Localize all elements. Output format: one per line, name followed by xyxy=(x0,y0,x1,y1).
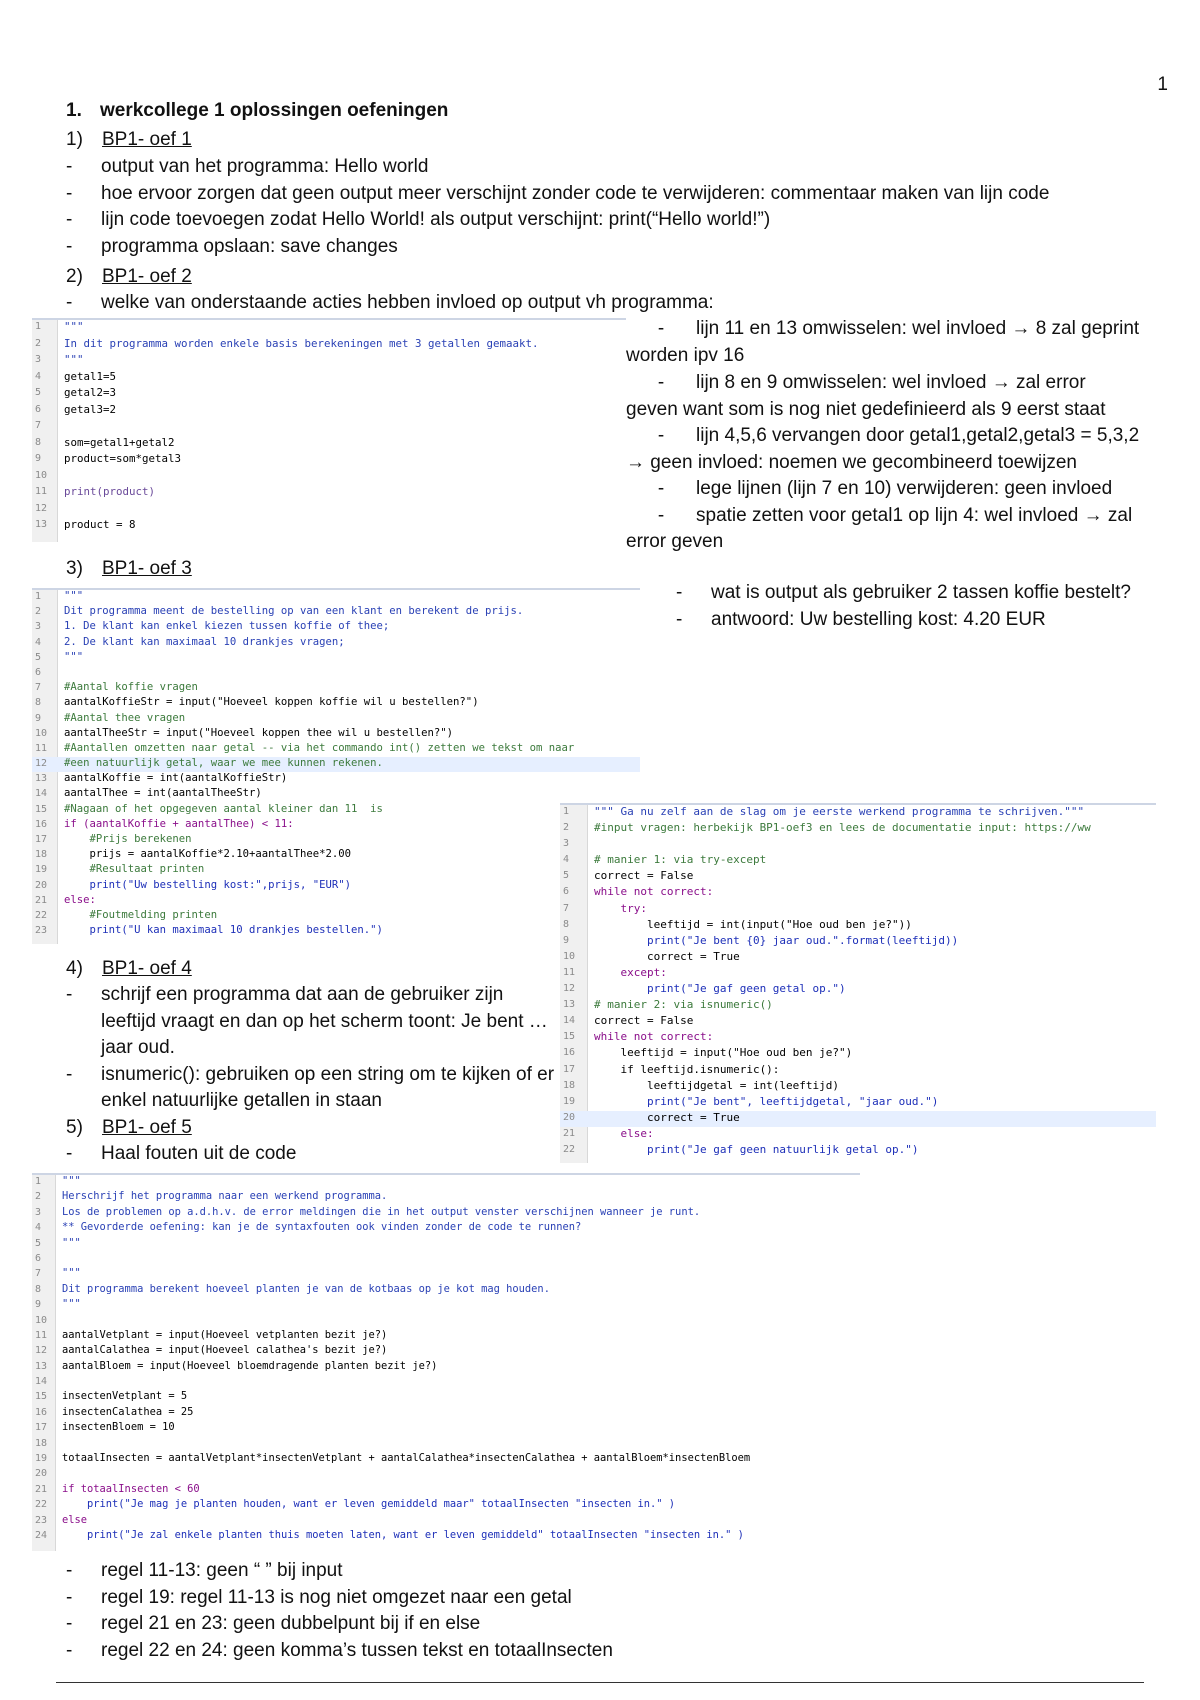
code-line-text: Herschrijf het programma naar een werkend programma. xyxy=(62,1190,388,1203)
code-line-number: 14 xyxy=(563,1015,576,1027)
code-line xyxy=(32,370,626,387)
code-line-number: 6 xyxy=(35,403,42,415)
code-line-number: 11 xyxy=(35,486,48,497)
code-line-number: 8 xyxy=(35,436,42,448)
code-line xyxy=(32,590,640,605)
section-1-title: 1) BP1- oef 1 xyxy=(66,129,192,150)
list-item: - wat is output als gebruiker 2 tassen koffie bestelt? xyxy=(674,580,1174,607)
code-line-text: insectenBloem = 10 xyxy=(62,1421,175,1434)
list-item: - lijn code toevoegen zodat Hello World! als output verschijnt: print(“Hello world!”) xyxy=(64,207,1164,234)
code-line-number: 18 xyxy=(35,849,48,861)
code-line xyxy=(32,879,640,894)
code-line-text: aantalKoffieStr = input("Hoeveel koppen koffie wil u bestellen?") xyxy=(64,696,479,709)
code-line-number: 7 xyxy=(35,420,42,431)
code-line-number: 7 xyxy=(35,1268,42,1280)
code-line xyxy=(560,1111,1156,1127)
code-line-number: 12 xyxy=(563,983,576,995)
code-line-number: 23 xyxy=(35,1514,48,1526)
code-line-number: 24 xyxy=(35,1529,48,1541)
code-line-text: print("Je mag je planten houden, want er leven gemiddeld maar" totaalInsecten "insecten in." ) xyxy=(62,1498,676,1511)
code-line-text: # manier 2: via isnumeric() xyxy=(594,998,773,1012)
code-line xyxy=(32,1406,860,1421)
code-line-text: """ xyxy=(64,590,84,602)
code-panel-oef5 xyxy=(32,1173,860,1551)
code-line-text: prijs = aantalKoffie*2.10+aantalThee*2.00 xyxy=(64,848,352,861)
code-line xyxy=(32,1529,860,1544)
list-item: - regel 21 en 23: geen dubbelpunt bij if en else xyxy=(64,1611,1064,1638)
section-5-title: 5) BP1- oef 5 xyxy=(66,1117,192,1138)
code-line-text: #Resultaat printen xyxy=(64,863,205,876)
code-line-text: print(product) xyxy=(64,485,156,498)
code-line-text: #input vragen: herbekijk BP1-oef3 en lees de documentatie input: https://ww xyxy=(594,821,1091,835)
list-item: - Haal fouten uit de code xyxy=(64,1141,544,1168)
code-line xyxy=(32,1314,860,1329)
code-line xyxy=(32,1267,860,1282)
code-line xyxy=(32,636,640,651)
heading-text: werkcollege 1 oplossingen oefeningen xyxy=(100,100,449,121)
answer-continuation: geven want som is nog niet gedefinieerd als 9 eerst staat xyxy=(626,398,1106,420)
code-line-number: 6 xyxy=(35,1252,42,1264)
code-line xyxy=(32,848,640,866)
code-line xyxy=(32,924,640,939)
code-line-number: 17 xyxy=(35,1422,48,1434)
code-line-text: if leeftijd.isnumeric(): xyxy=(594,1062,780,1076)
answer-item: - spatie zetten voor getal1 op lijn 4: wel invloed → zal xyxy=(657,504,1133,526)
code-line xyxy=(560,1046,1156,1062)
section-3-bullets xyxy=(674,580,1174,633)
code-line xyxy=(560,1063,1156,1079)
code-line-text: leeftijd = input("Hoe oud ben je?") xyxy=(594,1046,853,1060)
answer-item: - lijn 11 en 13 omwisselen: wel invloed → 8 zal geprint xyxy=(657,318,1140,339)
code-line-number: 17 xyxy=(35,834,48,845)
code-line-text: In dit programma worden enkele basis berekeningen met 3 getallen gemaakt. xyxy=(64,336,539,350)
code-line-text: else: xyxy=(594,1126,654,1140)
code-line xyxy=(560,1030,1156,1046)
footer-divider xyxy=(56,1682,1144,1683)
code-line xyxy=(32,894,640,909)
code-line-number: 13 xyxy=(35,1360,48,1372)
section-3-title: 3) BP1- oef 3 xyxy=(66,558,192,579)
code-line xyxy=(560,1079,1156,1095)
code-line-text: if totaalInsecten < 60 xyxy=(62,1482,200,1495)
section-5-fixes xyxy=(64,1558,1064,1664)
code-line-number: 13 xyxy=(563,999,576,1011)
code-line-text: correct = False xyxy=(594,869,694,883)
code-line-text: totaalInsecten = aantalVetplant*insectenVetplant + aantalCalathea*insectenCalathea + aantalBloem*insectenBloem xyxy=(62,1452,751,1465)
code-line-number: 12 xyxy=(35,758,48,770)
code-line-number: 2 xyxy=(35,337,42,349)
section-4-bullets xyxy=(64,982,562,1115)
code-line-text: else: xyxy=(64,893,96,906)
code-line-number: 20 xyxy=(35,1468,48,1480)
code-line xyxy=(32,757,640,772)
code-line-number: 16 xyxy=(563,1047,576,1059)
code-line-number: 4 xyxy=(35,636,42,648)
code-line xyxy=(560,918,1156,934)
code-line-number: 8 xyxy=(563,918,570,930)
code-line-text: print("Je gaf geen natuurlijk getal op.") xyxy=(594,1142,919,1156)
code-line xyxy=(32,1514,860,1529)
code-line-text: #een natuurlijk getal, waar we mee kunnen rekenen. xyxy=(64,757,383,770)
code-line xyxy=(32,353,626,370)
code-line-number: 10 xyxy=(563,950,576,962)
code-line-number: 15 xyxy=(563,1031,576,1043)
code-line-text: print("Uw bestelling kost:",prijs, "EUR") xyxy=(64,878,352,891)
code-line xyxy=(32,419,626,436)
code-line-number: 22 xyxy=(35,909,48,921)
code-line xyxy=(560,853,1156,869)
code-line-number: 16 xyxy=(35,1406,48,1418)
code-line xyxy=(32,403,626,420)
code-line-number: 12 xyxy=(35,502,48,514)
code-line xyxy=(560,1095,1156,1111)
code-line-number: 21 xyxy=(563,1127,576,1139)
code-line xyxy=(32,518,626,535)
code-line xyxy=(32,1190,860,1205)
code-line xyxy=(32,502,626,519)
code-line-text: while not correct: xyxy=(594,885,714,899)
code-line-number: 20 xyxy=(563,1111,576,1123)
code-line-text: aantalTheeStr = input("Hoeveel koppen thee wil u bestellen?") xyxy=(64,726,454,739)
code-line-text: aantalKoffie = int(aantalKoffieStr) xyxy=(64,772,288,785)
code-line xyxy=(560,837,1156,853)
code-line-number: 3 xyxy=(563,838,570,850)
code-line-number: 3 xyxy=(35,1206,42,1218)
code-line xyxy=(32,818,640,833)
code-line-number: 7 xyxy=(35,682,42,694)
code-line xyxy=(32,787,640,802)
code-line-number: 12 xyxy=(35,1345,48,1357)
code-line xyxy=(32,386,626,403)
code-line xyxy=(560,966,1156,982)
section-4-title: 4) BP1- oef 4 xyxy=(66,958,192,979)
code-line-number: 15 xyxy=(35,803,48,815)
code-line-text: """ Ga nu zelf aan de slag om je eerste werkend programma te schrijven.""" xyxy=(594,805,1085,818)
list-item: - programma opslaan: save changes xyxy=(64,234,1164,261)
code-line-number: 18 xyxy=(563,1079,576,1091)
code-line-number: 18 xyxy=(35,1437,48,1449)
code-line xyxy=(32,485,626,502)
code-line xyxy=(32,772,640,787)
code-line-number: 2 xyxy=(35,1191,42,1203)
code-line-text: #Prijs berekenen xyxy=(64,833,192,845)
code-line xyxy=(560,1127,1156,1143)
code-line-text: try: xyxy=(594,901,647,915)
code-line-text: Los de problemen op a.d.h.v. de error meldingen die in het output venster verschijnen wanneer je runt. xyxy=(62,1205,701,1218)
code-line-number: 21 xyxy=(35,1483,48,1495)
code-line-number: 19 xyxy=(563,1095,576,1107)
code-line-number: 2 xyxy=(35,606,42,618)
code-line-text: correct = False xyxy=(594,1014,694,1028)
code-line-number: 4 xyxy=(35,1222,42,1234)
code-line-number: 2 xyxy=(563,822,570,834)
code-line xyxy=(32,666,640,681)
section-2-title: 2) BP1- oef 2 xyxy=(66,266,192,287)
code-line-text: print("U kan maximaal 10 drankjes bestellen.") xyxy=(64,924,383,937)
code-line-number: 19 xyxy=(35,1453,48,1465)
code-line-text: """ xyxy=(62,1236,81,1249)
code-line xyxy=(32,1298,860,1313)
code-line-number: 9 xyxy=(35,1299,42,1311)
code-line-text: aantalBloem = input(Hoeveel bloemdragende planten bezit je?) xyxy=(62,1359,438,1372)
code-line-text: """ xyxy=(64,320,84,333)
list-item: - output van het programma: Hello world xyxy=(64,154,1164,181)
code-line xyxy=(32,1360,860,1375)
code-line-text: #Aantal thee vragen xyxy=(64,711,186,724)
code-line-number: 15 xyxy=(35,1391,48,1403)
code-line xyxy=(32,1221,860,1236)
code-line xyxy=(32,1421,860,1436)
code-line-number: 9 xyxy=(563,934,570,946)
code-panel-oef3 xyxy=(32,588,640,944)
code-line-text: Dit programma berekent hoeveel planten je van de kotbaas op je kot mag houden. xyxy=(62,1282,550,1295)
code-line xyxy=(32,1175,860,1190)
code-line-text: correct = True xyxy=(594,949,740,963)
list-item: - schrijf een programma dat aan de gebruiker zijn leeftijd vraagt en dan op het scherm toont: Je bent … jaar oud. xyxy=(64,982,562,1062)
code-line xyxy=(32,712,640,727)
code-line xyxy=(32,1206,860,1221)
code-line-number: 14 xyxy=(35,1376,48,1388)
code-line xyxy=(32,681,640,696)
code-line-text: product=som*getal3 xyxy=(64,452,182,465)
code-line-text: ** Gevorderde oefening: kan je de syntaxfouten ook vinden zonder de code te runnen? xyxy=(62,1221,582,1234)
code-line xyxy=(32,1467,860,1482)
code-line-text: som=getal1+getal2 xyxy=(64,435,175,449)
code-line-number: 8 xyxy=(35,697,42,709)
code-line-text: leeftijdgetal = int(leeftijd) xyxy=(594,1078,840,1092)
code-line xyxy=(560,934,1156,950)
code-line xyxy=(560,805,1156,821)
code-line xyxy=(32,1437,860,1452)
code-line xyxy=(32,1344,860,1359)
code-line-text: product = 8 xyxy=(64,518,136,531)
code-line xyxy=(32,1375,860,1390)
code-line xyxy=(560,982,1156,998)
list-item: - isnumeric(): gebruiken op een string om te kijken of er enkel natuurlijke getallen in staan xyxy=(64,1062,562,1115)
answer-continuation: worden ipv 16 xyxy=(626,344,745,366)
section-2-bullets xyxy=(64,290,1164,317)
code-line xyxy=(32,1498,860,1513)
list-item: - regel 19: regel 11-13 is nog niet omgezet naar een getal xyxy=(64,1585,1064,1612)
page-number: 1 xyxy=(1157,74,1168,95)
code-line-text: 1. De klant kan enkel kiezen tussen koffie of thee; xyxy=(64,620,390,633)
code-line-number: 14 xyxy=(35,788,48,800)
code-line-number: 6 xyxy=(563,886,570,898)
code-line-text: except: xyxy=(594,965,667,979)
code-line xyxy=(32,863,640,878)
code-line-number: 3 xyxy=(35,621,42,633)
list-item: - welke van onderstaande acties hebben invloed op output vh programma: xyxy=(64,290,1164,317)
code-line-text: aantalThee = int(aantalTheeStr) xyxy=(64,787,262,800)
code-line xyxy=(560,821,1156,837)
code-line-number: 20 xyxy=(35,879,48,891)
code-line-number: 1 xyxy=(563,806,570,817)
answer-item: - lijn 8 en 9 omwisselen: wel invloed → zal error xyxy=(657,372,1086,393)
code-line-number: 5 xyxy=(35,387,42,398)
code-line-number: 16 xyxy=(35,818,48,830)
code-line-number: 9 xyxy=(35,712,42,724)
heading-number: 1. xyxy=(66,100,82,121)
code-line-number: 5 xyxy=(563,870,570,882)
code-line-number: 5 xyxy=(35,1237,42,1249)
code-line xyxy=(560,1014,1156,1030)
answer-continuation: error geven xyxy=(626,531,724,552)
document-heading xyxy=(66,100,448,122)
code-line-number: 10 xyxy=(35,727,48,739)
section-2-answers xyxy=(626,316,1186,556)
code-line-text: aantalCalathea = input(Hoeveel calathea's bezit je?) xyxy=(62,1344,388,1357)
code-line xyxy=(32,320,626,337)
code-line-text: #Nagaan of het opgegeven aantal kleiner dan 11 is xyxy=(64,802,383,815)
code-line-text: #Aantal koffie vragen xyxy=(64,681,198,694)
code-line xyxy=(32,833,640,848)
code-panel-oef4 xyxy=(560,803,1156,1163)
code-line xyxy=(32,727,640,742)
code-line-number: 11 xyxy=(563,966,576,978)
code-line xyxy=(560,950,1156,966)
list-item: - antwoord: Uw bestelling kost: 4.20 EUR xyxy=(674,607,1174,634)
code-line-text: """ xyxy=(64,353,84,366)
code-line-number: 1 xyxy=(35,321,42,332)
code-line-number: 1 xyxy=(35,591,42,602)
code-line-text: aantalVetplant = input(Hoeveel vetplanten bezit je?) xyxy=(62,1328,388,1341)
code-line-number: 11 xyxy=(35,1329,48,1341)
code-line-number: 8 xyxy=(35,1283,42,1295)
code-line-number: 11 xyxy=(35,742,48,754)
code-line-text: Dit programma meent de bestelling op van een klant en berekent de prijs. xyxy=(64,605,524,618)
code-line-text: getal2=3 xyxy=(64,386,117,399)
list-item: - regel 11-13: geen “ ” bij input xyxy=(64,1558,1064,1585)
code-line-text: while not correct: xyxy=(594,1030,714,1044)
code-line xyxy=(32,436,626,453)
code-line xyxy=(32,1452,860,1467)
code-line-number: 5 xyxy=(35,651,42,663)
code-line-number: 6 xyxy=(35,666,42,678)
code-line xyxy=(560,998,1156,1014)
code-line-text: """ xyxy=(62,1267,81,1280)
code-line-text: getal3=2 xyxy=(64,402,117,416)
code-line xyxy=(32,1283,860,1298)
code-line xyxy=(32,803,640,818)
code-line-text: 2. De klant kan maximaal 10 drankjes vragen; xyxy=(64,635,345,648)
code-line xyxy=(32,1252,860,1267)
code-line-text: # manier 1: via try-except xyxy=(594,853,767,867)
code-line xyxy=(32,696,640,711)
code-line-number: 23 xyxy=(35,925,48,937)
code-line xyxy=(32,1329,860,1344)
list-item: - hoe ervoor zorgen dat geen output meer verschijnt zonder code te verwijderen: commentaar maken van lijn code xyxy=(64,181,1164,208)
code-line-number: 22 xyxy=(35,1499,48,1511)
code-line xyxy=(32,605,640,620)
code-line-number: 22 xyxy=(563,1143,576,1155)
code-line-number: 10 xyxy=(35,1314,48,1326)
code-line-number: 9 xyxy=(35,453,42,464)
code-line-text: correct = True xyxy=(594,1110,740,1124)
code-line xyxy=(32,1237,860,1252)
code-line-number: 3 xyxy=(35,354,42,365)
section-5-bullets xyxy=(64,1141,544,1168)
code-line-text: print("Je zal enkele planten thuis moeten laten, want er leven gemiddeld" totaalInsecten "insecten in." ) xyxy=(62,1528,744,1541)
code-line-text: leeftijd = int(input("Hoe oud ben je?")) xyxy=(594,917,912,931)
code-line-text: print("Je bent {0} jaar oud.".format(leeftijd)) xyxy=(594,933,959,947)
code-line-text: if (aantalKoffie + aantalThee) < 11: xyxy=(64,817,294,830)
code-line-text: getal1=5 xyxy=(64,369,117,383)
code-line-number: 7 xyxy=(563,902,570,914)
code-line-number: 10 xyxy=(35,469,48,481)
code-line-text: insectenCalathea = 25 xyxy=(62,1405,194,1418)
code-line xyxy=(32,1483,860,1498)
code-line xyxy=(32,469,626,486)
code-line-text: #Foutmelding printen xyxy=(64,908,218,921)
code-line-number: 13 xyxy=(35,519,48,530)
code-line-text: """ xyxy=(62,1175,81,1187)
code-line xyxy=(560,885,1156,901)
code-line-text: """ xyxy=(62,1298,81,1311)
code-line xyxy=(32,742,640,757)
code-line xyxy=(32,620,640,635)
answer-continuation: → geen invloed: noemen we gecombineerd toewijzen xyxy=(626,451,1077,473)
code-line xyxy=(32,1390,860,1405)
code-line xyxy=(560,1143,1156,1159)
list-item: - regel 22 en 24: geen komma’s tussen tekst en totaalInsecten xyxy=(64,1638,1064,1665)
answer-item: - lijn 4,5,6 vervangen door getal1,getal2,getal3 = 5,3,2 xyxy=(657,425,1140,446)
code-line-number: 19 xyxy=(35,864,48,876)
code-line-text: """ xyxy=(64,650,84,663)
code-line-text: else xyxy=(62,1513,88,1526)
code-line-number: 4 xyxy=(563,854,570,866)
code-panel-oef2 xyxy=(32,318,626,542)
code-line xyxy=(32,337,626,354)
code-line xyxy=(560,902,1156,918)
code-line xyxy=(32,452,626,469)
code-line-text: insectenVetplant = 5 xyxy=(62,1390,188,1403)
code-line-text: #Aantallen omzetten naar getal -- via het commando int() zetten we tekst om naar xyxy=(64,741,575,754)
answer-item: - lege lijnen (lijn 7 en 10) verwijderen: geen invloed xyxy=(657,478,1113,499)
code-line-number: 1 xyxy=(35,1176,42,1187)
code-line-number: 4 xyxy=(35,370,42,382)
code-line-number: 17 xyxy=(563,1063,576,1075)
code-line xyxy=(32,909,640,924)
section-1-bullets xyxy=(64,154,1164,260)
code-line xyxy=(32,651,640,666)
code-line-text: print("Je gaf geen getal op.") xyxy=(594,982,846,996)
code-line-number: 21 xyxy=(35,894,48,906)
code-line-number: 13 xyxy=(35,773,48,785)
code-line-text: print("Je bent", leeftijdgetal, "jaar oud.") xyxy=(594,1094,939,1108)
code-line xyxy=(560,869,1156,885)
